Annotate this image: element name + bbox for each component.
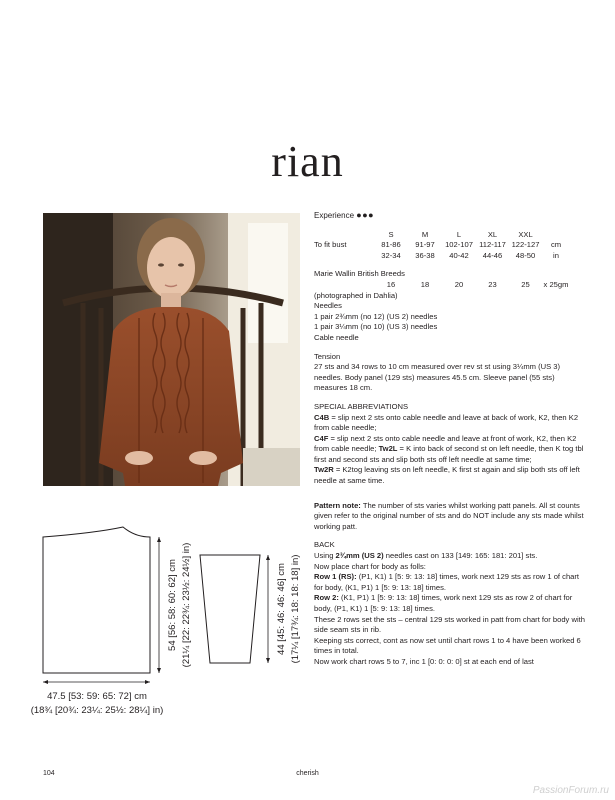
bust-in-value: 48-50 — [515, 250, 536, 260]
page-number: 104 — [43, 770, 55, 777]
back-row-1 — [314, 572, 586, 593]
sleeve-length-in: (17¼ [17¾: 18: 18: 18] in) — [290, 554, 301, 664]
model-photo — [43, 213, 300, 486]
pattern-text-column — [314, 210, 586, 668]
bust-cm-value: 81-86 — [381, 240, 401, 250]
abbr-definition: = K into back of second st on left needle, then K tog tbl first and second sts and slip both sts off left needle at same time; — [314, 444, 584, 464]
bust-in-value: 44-46 — [482, 250, 503, 260]
needles-line: 1 pair 3¼mm (no 10) (US 3) needles — [314, 322, 438, 332]
bust-in-value: 40-42 — [449, 250, 469, 260]
size-header: L — [456, 229, 462, 239]
yarn-amount: 23 — [488, 279, 497, 289]
abbreviation-tw2r — [314, 465, 586, 486]
row-text: (P1, K1) 1 [5: 9: 13: 18] times, work next 129 sts as row 1 of chart for body, (K1, P1) 1 [5: 9: 13: 18] times. — [314, 572, 580, 592]
needles-line: 1 pair 2¾mm (no 12) (US 2) needles — [314, 311, 438, 321]
size-header: XXL — [518, 229, 533, 239]
size-header: S — [388, 229, 394, 239]
pattern-note — [314, 501, 586, 533]
abbreviation-c4b — [314, 413, 586, 434]
back-row-2 — [314, 593, 586, 614]
pattern-title: rian — [271, 137, 344, 186]
back-text: needles cast on 133 [149: 165: 181: 201] sts. — [383, 551, 538, 561]
abbr-definition: = slip next 2 sts onto cable needle and leave at back of work, K2, then K2 from cable needle; — [314, 412, 579, 433]
abbr-term: C4F — [314, 433, 329, 443]
bust-in-value: 32-34 — [381, 250, 401, 260]
size-header-row — [314, 230, 586, 241]
bust-label: To fit bust — [314, 240, 347, 250]
back-needle-size: 2¾mm (US 2) — [335, 551, 384, 561]
body-length-in: (21¼ [22: 22¾: 23½: 24½] in) — [181, 542, 192, 668]
back-text-line: Now work chart rows 5 to 7, inc 1 [0: 0: 0: 0] st at each end of last — [314, 656, 534, 666]
bust-cm-value: 102-107 — [445, 240, 473, 250]
schematic-diagram — [25, 525, 310, 720]
pattern-note-text: The number of sts varies whilst working patt panels. All st counts given refer to the original number of sts and do NOT include any sts made whilst working patt. — [314, 500, 584, 531]
needles-line: Cable needle — [314, 332, 359, 342]
back-chart-intro: Now place chart for body as folls: — [314, 561, 426, 571]
pattern-note-term: Pattern note: — [314, 500, 361, 510]
yarn-note: (photographed in Dahlia) — [314, 290, 398, 300]
row-term: Row 2: — [314, 593, 339, 603]
back-cast-on — [314, 551, 586, 562]
abbr-definition: = K2tog leaving sts on left needle, K first st again and slip both sts off left needle at same time. — [314, 465, 580, 486]
size-header: M — [421, 229, 429, 239]
row-text: (K1, P1) 1 [5: 9: 13: 18] times, work next 129 sts as row 2 of chart for body, (P1, K1) 1 [5: 9: 13: 18] times. — [314, 593, 573, 613]
experience-line — [314, 210, 586, 222]
yarn-amount: 18 — [420, 279, 430, 289]
back-text-line: These 2 rows set the sts – central 129 sts worked in patt from chart for body with side seam sts in rib. — [314, 614, 585, 635]
experience-label: Experience — [314, 211, 355, 220]
bust-cm-value: 122-127 — [511, 240, 540, 250]
bust-in-row — [314, 251, 586, 262]
watermark: PassionForum.ru — [532, 785, 609, 796]
body-width-in: (18¾ [20¾: 23¼: 25½: 28¼] in) — [30, 705, 164, 716]
yarn-amounts-row — [314, 280, 586, 291]
bust-cm-value: 112-117 — [479, 240, 506, 250]
back-text: Using — [314, 551, 336, 561]
tension-heading: Tension — [314, 351, 341, 361]
sleeve-outline — [200, 555, 260, 663]
abbreviations-heading: SPECIAL ABBREVIATIONS — [314, 401, 409, 411]
bust-in-value: 36-38 — [415, 250, 435, 260]
yarn-amount: 25 — [521, 279, 530, 289]
tension-text: 27 sts and 34 rows to 10 cm measured over rev st st using 3¼mm (US 3) needles. Body panel (129 sts) measures 45.5 cm. Sleeve panel (55 sts) measures 18 cm. — [314, 362, 561, 393]
size-header: XL — [487, 229, 498, 239]
yarn-unit: x 25gm — [543, 279, 569, 289]
experience-dots: ●●● — [356, 210, 375, 220]
yarn-amount: 20 — [454, 279, 464, 289]
bust-cm-value: 91-97 — [415, 240, 435, 250]
body-outline — [43, 527, 150, 673]
back-heading: BACK — [314, 540, 335, 550]
back-text-line: Keeping sts correct, cont as now set until chart rows 1 to 4 have been worked 6 times in total. — [314, 635, 581, 656]
body-length-cm: 54 [56: 58: 60: 62] cm — [167, 559, 178, 651]
yarn-amount: 16 — [386, 279, 396, 289]
bust-in-unit: in — [553, 250, 559, 260]
abbr-term: Tw2R — [314, 465, 334, 475]
abbr-term: C4B — [314, 412, 330, 422]
needles-heading: Needles — [314, 301, 342, 311]
abbr-definition: = slip next 2 sts onto cable needle and leave at front of work, K2, then K2 from cable needle; — [314, 433, 577, 454]
bust-cm-unit: cm — [550, 240, 562, 250]
publication-name: cherish — [296, 770, 319, 777]
body-width-cm: 47.5 [53: 59: 65: 72] cm — [47, 691, 147, 702]
sleeve-length-cm: 44 [45: 46: 46: 46] cm — [276, 563, 287, 655]
abbreviation-c4f-tw2l — [314, 434, 586, 466]
row-term: Row 1 (RS): — [314, 572, 357, 582]
yarn-heading: Marie Wallin British Breeds — [314, 269, 405, 279]
bust-cm-row — [314, 240, 586, 251]
abbr-term: Tw2L — [378, 444, 398, 454]
